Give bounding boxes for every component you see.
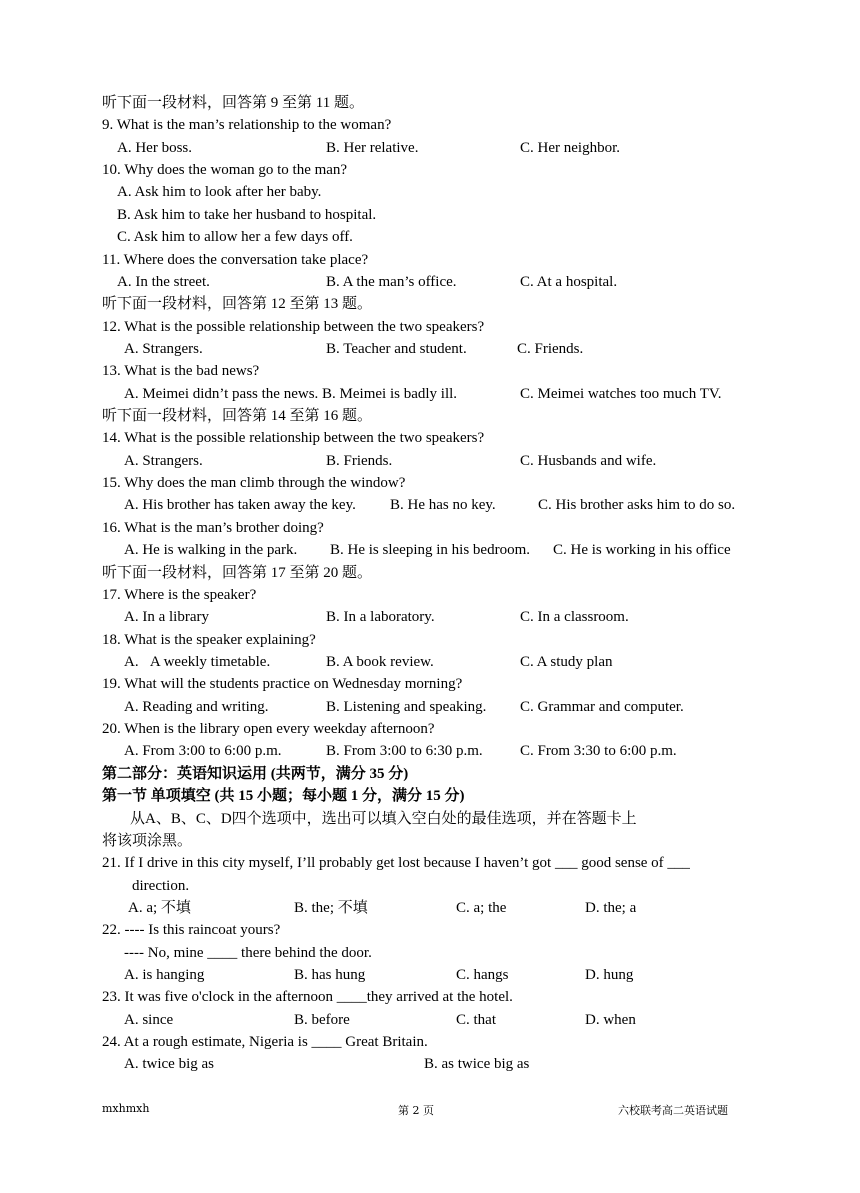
answer-option: C. Husbands and wife.: [520, 452, 657, 469]
answer-option: B. the; 不填: [294, 899, 368, 916]
answer-option: B. He is sleeping in his bedroom.: [330, 542, 530, 559]
answer-option: A. Meimei didn’t pass the news. B. Meimei is badly ill.: [124, 385, 458, 402]
section-heading: 第二部分：英语知识运用 (共两节，满分 35 分): [102, 765, 409, 782]
question-stem: 23. It was five o'clock in the afternoon ____they arrived at the hotel.: [102, 989, 513, 1006]
answer-option: C. hangs: [456, 967, 509, 984]
answer-option: C. In a classroom.: [520, 609, 629, 626]
answer-option: B. In a laboratory.: [326, 609, 435, 626]
question-stem: 17. Where is the speaker?: [102, 586, 257, 603]
answer-option: D. hung: [585, 967, 634, 984]
answer-options: [102, 383, 782, 405]
question-stem: 24. At a rough estimate, Nigeria is ____ Great Britain.: [102, 1034, 428, 1051]
answer-option: C. Her neighbor.: [520, 139, 620, 156]
answer-option: B. Friends.: [326, 452, 393, 469]
answer-options: [102, 740, 782, 762]
footer-exam-title: 六校联考高二英语试题: [618, 1104, 728, 1117]
answer-options: [102, 539, 782, 561]
footer-page-number: 第 2 页: [398, 1104, 434, 1117]
answer-options: [102, 964, 782, 986]
answer-option: B. has hung: [294, 967, 366, 984]
answer-option: A. Strangers.: [124, 452, 203, 469]
text-line: C. Ask him to allow her a few days off.: [117, 229, 353, 246]
answer-option: A. In the street.: [117, 273, 210, 290]
answer-option: A. a; 不填: [128, 899, 191, 916]
answer-options: [102, 696, 782, 718]
question-stem: 10. Why does the woman go to the man?: [102, 162, 348, 179]
question-stem: 15. Why does the man climb through the window?: [102, 475, 406, 492]
answer-option: C. a; the: [456, 899, 507, 916]
answer-option: C. From 3:30 to 6:00 p.m.: [520, 743, 677, 760]
answer-options: [102, 651, 782, 673]
text-line: A. Ask him to look after her baby.: [117, 184, 322, 201]
answer-options: [102, 338, 782, 360]
question-stem: 16. What is the man’s brother doing?: [102, 519, 324, 536]
listening-instruction: 听下面一段材料，回答第 17 至第 20 题。: [102, 564, 373, 581]
answer-option: A. Strangers.: [124, 340, 203, 357]
answer-option: A. is hanging: [124, 967, 205, 984]
footer-left: mxhmxh: [102, 1102, 150, 1115]
answer-option: B. as twice big as: [424, 1056, 530, 1073]
answer-option: C. that: [456, 1011, 496, 1028]
answer-options: [102, 450, 782, 472]
answer-option: C. A study plan: [520, 654, 613, 670]
answer-option: B. A book review.: [326, 654, 434, 670]
answer-option: B. before: [294, 1011, 350, 1028]
answer-option: A. He is walking in the park.: [124, 542, 298, 559]
answer-option: D. the; a: [585, 899, 637, 916]
text-line: 将该项涂黑。: [102, 832, 193, 849]
answer-options: [102, 606, 782, 628]
answer-option: B. From 3:00 to 6:30 p.m.: [326, 743, 483, 760]
answer-option: A. since: [124, 1011, 174, 1028]
question-stem: 13. What is the bad news?: [102, 363, 260, 380]
text-line: 从A、B、C、D四个选项中，选出可以填入空白处的最佳选项，并在答题卡上: [130, 810, 637, 827]
answer-option: C. Grammar and computer.: [520, 698, 684, 715]
text-line: B. Ask him to take her husband to hospital.: [117, 206, 377, 223]
answer-option: C. Friends.: [517, 340, 584, 357]
text-line: direction.: [132, 877, 190, 894]
answer-option: A. Her boss.: [117, 139, 192, 156]
question-stem: 9. What is the man’s relationship to the woman?: [102, 117, 392, 134]
question-stem: 18. What is the speaker explaining?: [102, 631, 316, 648]
listening-instruction: 听下面一段材料，回答第 14 至第 16 题。: [102, 408, 373, 425]
answer-option: D. when: [585, 1011, 636, 1028]
question-stem: 19. What will the students practice on Wednesday morning?: [102, 676, 463, 693]
question-stem: 12. What is the possible relationship between the two speakers?: [102, 318, 485, 335]
question-stem: 14. What is the possible relationship between the two speakers?: [102, 430, 485, 447]
answer-option: A. twice big as: [124, 1056, 214, 1073]
listening-instruction: 听下面一段材料，回答第 12 至第 13 题。: [102, 296, 373, 313]
question-stem: 21. If I drive in this city myself, I’ll probably get lost because I haven’t got ___ good sense of ___: [102, 855, 690, 872]
answer-option: B. Her relative.: [326, 139, 419, 156]
question-stem: 22. ---- Is this raincoat yours?: [102, 922, 281, 939]
answer-option: A. From 3:00 to 6:00 p.m.: [124, 743, 282, 760]
answer-option: B. A the man’s office.: [326, 273, 457, 290]
question-stem: 11. Where does the conversation take place?: [102, 251, 369, 268]
answer-options: [102, 494, 782, 516]
answer-option: C. At a hospital.: [520, 273, 618, 290]
answer-option: B. He has no key.: [390, 497, 496, 514]
section-heading: 第一节 单项填空 (共 15 小题；每小题 1 分，满分 15 分): [102, 788, 465, 805]
answer-option: B. Teacher and student.: [326, 340, 467, 357]
answer-option: A. Reading and writing.: [124, 698, 269, 715]
answer-options: [102, 1009, 782, 1031]
answer-options: [102, 271, 782, 293]
answer-option: B. Listening and speaking.: [326, 698, 487, 715]
answer-option: C. His brother asks him to do so.: [538, 497, 736, 514]
answer-option: A. A weekly timetable.: [124, 654, 271, 670]
listening-instruction: 听下面一段材料，回答第 9 至第 11 题。: [102, 95, 364, 111]
answer-options: [102, 137, 782, 159]
answer-options: [102, 897, 782, 919]
answer-option: C. Meimei watches too much TV.: [520, 385, 722, 402]
answer-option: A. In a library: [124, 609, 209, 626]
answer-options: [102, 1053, 782, 1075]
question-stem: 20. When is the library open every weekday afternoon?: [102, 721, 435, 738]
answer-option: C. He is working in his office: [553, 542, 731, 559]
text-line: ---- No, mine ____ there behind the door.: [124, 944, 372, 961]
answer-option: A. His brother has taken away the key.: [124, 497, 356, 514]
